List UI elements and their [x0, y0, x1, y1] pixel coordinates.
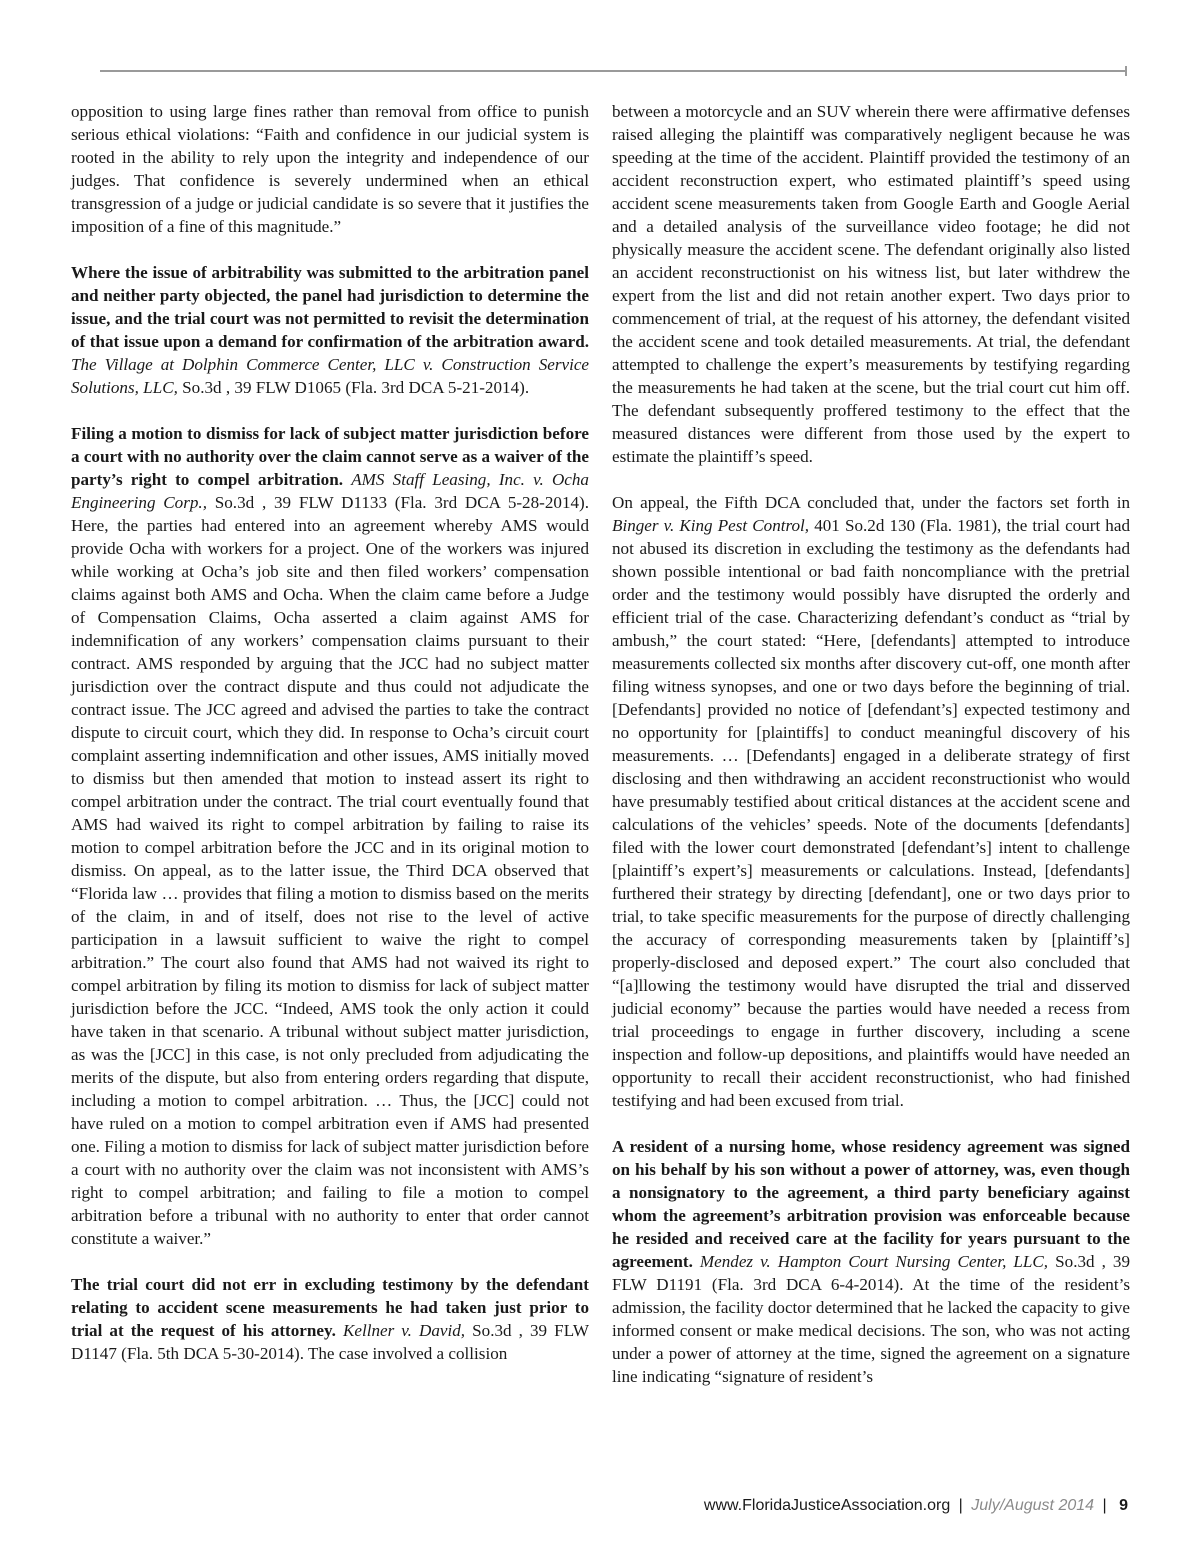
holding-summary: A resident of a nursing home, whose residency agreement was signed on his behalf by his son without a power of attorney, was, even though a nonsignatory to the agreement, a third party beneficiary against whom the agreement’s arbitration provision was enforceable because he resided and received care at the facility for years pursuant to the agreement. [612, 1137, 1130, 1271]
case-name: Mendez v. Hampton Court Nursing Center, LLC, [699, 1252, 1049, 1271]
footer-website: www.FloridaJusticeAssociation.org [703, 1497, 951, 1514]
citation: So.3d , 39 FLW D1065 (Fla. 3rd DCA 5-21-2014). [182, 378, 530, 397]
left-column [71, 100, 589, 1365]
paragraph-arbitrability [71, 261, 589, 399]
footer-issue-date: July/August 2014 [971, 1497, 1095, 1514]
page-number: 9 [1119, 1497, 1128, 1514]
case-text: So.3d , 39 FLW D1191 (Fla. 3rd DCA 6-4-2014). At the time of the resident’s admission, the facility doctor determined that he lacked the capacity to give informed consent or make medical decisions. The son, who was not acting under a power of attorney at the time, signed the agreement on a signature line indicating “signature of resident’s [612, 1252, 1131, 1386]
paragraph-appeal [612, 491, 1130, 1112]
paragraph-motion-to-dismiss [71, 422, 589, 1250]
case-name: The Village at Dolphin Commerce Center, LLC v. Construction Service Solutions, LLC, [71, 355, 589, 397]
paragraph-fine-opinion: opposition to using large fines rather than removal from office to punish serious ethical violations: “Faith and confidence in our judicial system is rooted in the ability to rely upon the integrity and independence of our judges. That confidence is severely undermined when an ethical transgression of a judge or judicial candidate is so severe that it justifies the imposition of a fine of this magnitude.” [71, 102, 589, 236]
footer-separator: | [958, 1497, 963, 1514]
holding-summary: Where the issue of arbitrability was submitted to the arbitration panel and neither party objected, the panel had jurisdiction to determine the issue, and the trial court was not permitted to revisit the determination of that issue upon a demand for confirmation of the arbitration award. [71, 263, 589, 351]
right-column [612, 100, 1130, 1388]
case-name: Kellner v. David, [342, 1321, 466, 1340]
holding-summary: Filing a motion to dismiss for lack of subject matter jurisdiction before a court with no authority over the claim cannot serve as a waiver of the party’s right to compel arbitration. [71, 424, 589, 489]
header-rule-end [1125, 66, 1127, 76]
paragraph-nursing-home [612, 1135, 1130, 1388]
case-text: 401 So.2d 130 (Fla. 1981), the trial court had not abused its discretion in excluding the testimony as the defendants had shown possible intentional or bad faith noncompliance with the pretrial order and the testimony would possibly have disrupted the orderly and efficient trial of the case. Characterizing defendant’s conduct as “trial by ambush,” the court stated: “Here, [defendants] attempted to introduce measurements collected six months after discovery cut-off, one month after filing witness synopses, and one or two days before the beginning of trial. [Defendants] provided no notice of [defendant’s] expected testimony and no opportunity for [plaintiffs] to conduct meaningful discovery of his measurements. … [Defendants] engaged in a deliberate strategy of first disclosing and then withdrawing an accident reconstructionist who would have presumably testified about critical distances at the accident scene and calculations of the vehicles’ speeds. Note of the documents [defendants] filed with the lower court demonstrated [defendant’s] intent to challenge [plaintiff’s expert’s] measurements or calculations. Instead, [defendants] furthered their strategy by directing [defendant], one or two days prior to trial, to take specific measurements for the purpose of directly challenging the accuracy of corresponding measurements taken by [plaintiff’s] properly-disclosed and deposed expert.” The court also concluded that “[a]llowing the testimony would have disrupted the trial and disserved judicial economy” because the parties would have needed a recess from trial proceedings to engage in further discovery, including a scene inspection and follow-up depositions, and plaintiffs would have needed an opportunity to recall their accident reconstructionist, who had finished testifying and had been excused from trial. [612, 516, 1130, 1110]
case-text: So.3d , 39 FLW D1133 (Fla. 3rd DCA 5-28-2014). Here, the parties had entered into an agreement whereby AMS would provide Ocha with workers for a project. One of the workers was injured while working at Ocha’s job site and then filed workers’ compensation claims against both AMS and Ocha. When the claim came before a Judge of Compensation Claims, Ocha asserted a claim against AMS for indemnification of any workers’ compensation claims pursuant to their contract. AMS responded by arguing that the JCC had no subject matter jurisdiction over the contract dispute and thus could not adjudicate the contract issue. The JCC agreed and advised the parties to take the contract dispute to circuit court, which they did. In response to Ocha’s circuit court complaint asserting indemnification and other issues, AMS initially moved to dismiss but then amended that motion to instead assert its right to compel arbitration under the contract. The trial court eventually found that AMS had waived its right to compel arbitration by failing to raise its motion to compel arbitration before the JCC and in its original motion to dismiss. On appeal, as to the latter issue, the Third DCA observed that “Florida law … provides that filing a motion to dismiss based on the merits of the claim, in and of itself, does not rise to the level of active participation in a lawsuit sufficient to waive the right to compel arbitration.” The court also found that AMS had not waived its right to compel arbitration by filing its motion to dismiss for lack of subject matter jurisdiction before the JCC. “Indeed, AMS took the only action it could have taken in that scenario. A tribunal without subject matter jurisdiction, as was the [JCC] in this case, is not only precluded from adjudicating the merits of the dispute, but also from entering orders regarding that dispute, including a motion to compel arbitration. … Thus, the [JCC] could not have ruled on a motion to compel arbitration even if AMS had presented one. Filing a motion to dismiss for lack of subject matter jurisdiction before a court with no authority over the claim was not inconsistent with AMS’s right to compel arbitration; and failing to file a motion to compel arbitration before a tribunal with no authority to enter that order cannot constitute a waiver.” [71, 493, 589, 1248]
header-rule [100, 70, 1126, 72]
case-text: So.3d , 39 FLW D1147 (Fla. 5th DCA 5-30-2014). The case involved a collision [71, 1321, 589, 1363]
footer-separator: | [1102, 1497, 1107, 1514]
paragraph-excluded-testimony [71, 1273, 589, 1365]
page-footer [704, 1497, 1128, 1515]
case-name: Binger v. King Pest Control, [612, 516, 810, 535]
holding-summary: The trial court did not err in excluding testimony by the defendant relating to accident scene measurements he had taken just prior to trial at the request of his attorney. [71, 1275, 589, 1340]
paragraph-collision-facts: between a motorcycle and an SUV wherein there were affirmative defenses raised alleging the plaintiff was comparatively negligent because he was speeding at the time of the accident. Plaintiff provided the testimony of an accident reconstruction expert, who estimated plaintiff’s speed using accident scene measurements taken from Google Earth and Google Aerial and a detailed analysis of the surveillance video footage; he did not physically measure the accident scene. The defendant originally also listed an accident reconstructionist on his witness list, but later withdrew the expert from the list and did not retain another expert. Two days prior to commencement of trial, at the request of his attorney, the defendant visited the accident scene and took detailed measurements. At trial, the defendant attempted to challenge the expert’s measurements by testifying regarding the measurements he had taken at the scene, but the trial court cut him off. The defendant subsequently proffered testimony to the effect that the measured distances were different from those used by the expert to estimate the plaintiff’s speed. [612, 102, 1130, 466]
case-text: On appeal, the Fifth DCA concluded that, under the factors set forth in [612, 493, 1130, 512]
case-name: AMS Staff Leasing, Inc. v. Ocha Engineering Corp., [71, 470, 589, 512]
